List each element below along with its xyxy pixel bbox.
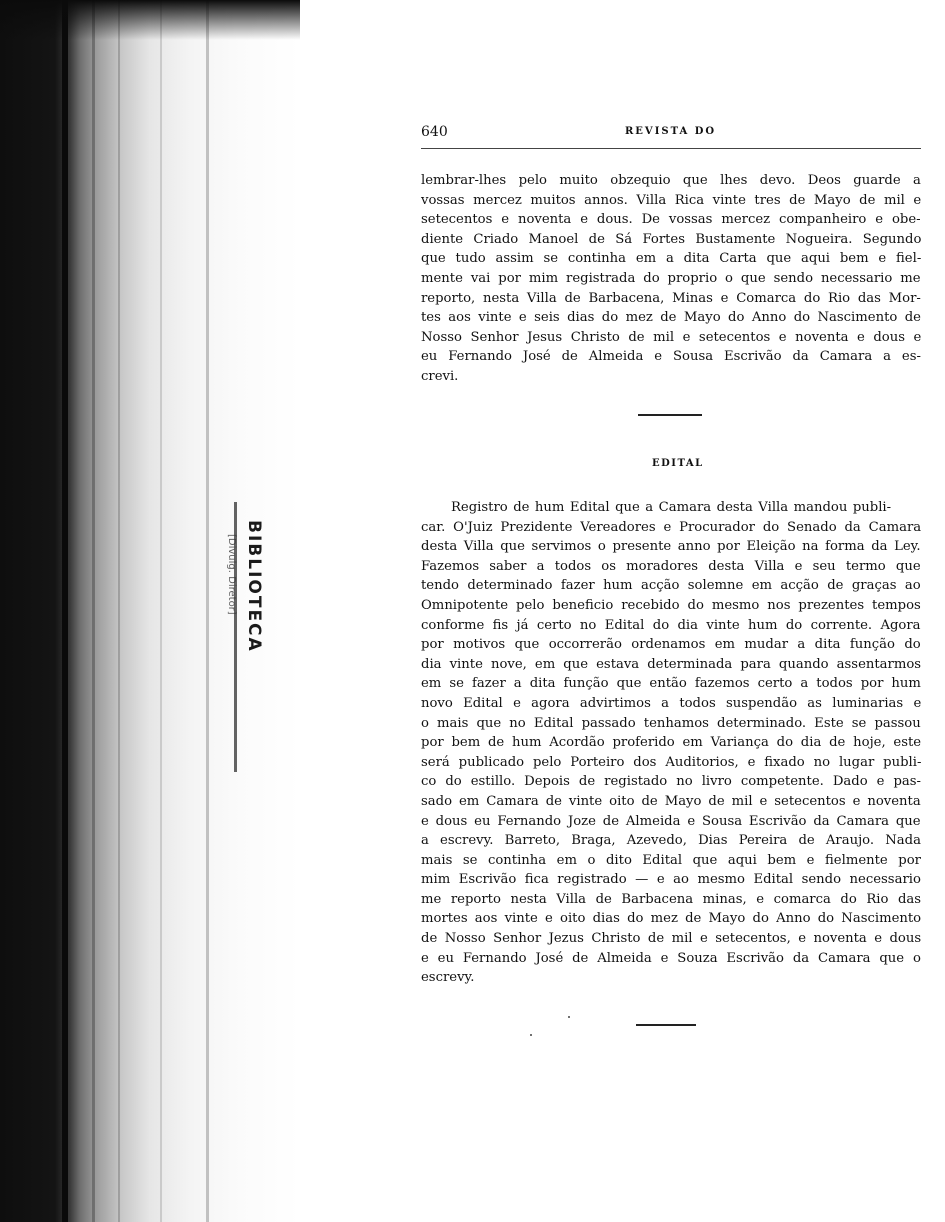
text-line: a escrevy. Barreto, Braga, Azevedo, Dias Pereira de Araujo. Nada [421, 833, 921, 849]
binding-shadow-stripe [118, 0, 120, 1222]
text-line: por motivos que occorrerão ordenamos em mudar a dita função do [421, 637, 921, 653]
text-line: vossas mercez muitos annos. Villa Rica vinte tres de Mayo de mil e [421, 192, 922, 208]
text-line: crevi. [421, 368, 459, 384]
text-line: Nosso Senhor Jesus Christo de mil e setecentos e noventa e dous e [421, 329, 922, 345]
text-line: escrevy. [421, 970, 475, 986]
text-line: o mais que no Edital passado tenhamos determinado. Este se passou [421, 715, 921, 731]
stamp-main-text: BIBLIOTECA [244, 520, 264, 653]
text-line: tendo determinado fazer hum acção solemne em acção de graças ao [421, 578, 921, 594]
text-line: conforme fis já certo no Edital do dia vinte hum do corrente. Agora [421, 617, 921, 633]
text-line: setecentos e noventa e dous. De vossas mercez companheiro e obe- [421, 212, 921, 228]
text-line: me reporto nesta Villa de Barbacena minas, e comarca do Rio das [421, 891, 922, 907]
text-line: mortes aos vinte e oito dias do mez de Mayo do Anno do Nascimento [421, 911, 922, 927]
text-line: car. O'Juiz Prezidente Vereadores e Procurador do Senado da Camara [421, 519, 922, 535]
running-title: REVISTA DO [625, 126, 717, 137]
stamp-sub-text: [Divulg. Diretor] [226, 534, 237, 615]
text-line: dia vinte nove, em que estava determinada para quando assentarmos [421, 656, 922, 672]
ink-speck [568, 1016, 570, 1018]
binding-shadow-stripe [206, 0, 209, 1222]
text-line: será publicado pelo Porteiro dos Auditorios, e fixado no lugar publi- [421, 754, 922, 770]
letter-paragraph [421, 171, 921, 387]
text-line: co do estillo. Depois de registado no livro competente. Dado e pas- [421, 774, 921, 790]
edital-paragraph [421, 498, 921, 988]
text-line: Fazemos saber a todos os moradores desta Villa e seu termo que [421, 558, 921, 574]
binding-shadow-stripe [160, 0, 162, 1222]
binding-shadow-stripe [92, 0, 95, 1222]
text-line: por bem de hum Acordão proferido em Variança do dia de hoje, este [421, 735, 922, 751]
text-line: eu Fernando José de Almeida e Sousa Escrivão da Camara a es- [421, 349, 921, 365]
text-line: mais se continha em o dito Edital que aqui bem e fielmente por [421, 852, 921, 868]
section-title-edital: EDITAL [652, 458, 704, 469]
ink-speck [530, 1034, 532, 1036]
text-line: e eu Fernando José de Almeida e Souza Escrivão da Camara que o [421, 950, 921, 966]
text-line: desta Villa que servimos o presente anno por Eleição na forma da Ley. [421, 539, 921, 555]
text-line: diente Criado Manoel de Sá Fortes Bustamente Nogueira. Segundo [421, 231, 922, 247]
section-separator [638, 414, 702, 416]
text-line: reporto, nesta Villa de Barbacena, Minas e Comarca do Rio das Mor- [421, 290, 921, 306]
text-line: e dous eu Fernando Joze de Almeida e Sousa Escrivão da Camara que [421, 813, 921, 829]
binding-gutter [0, 0, 300, 1222]
text-line: de Nosso Senhor Jezus Christo de mil e setecentos, e noventa e dous [421, 931, 922, 947]
text-line: sado em Camara de vinte oito de Mayo de mil e setecentos e noventa [421, 793, 921, 809]
text-line: Registro de hum Edital que a Camara desta Villa mandou publi- [451, 500, 892, 515]
text-line: mente vai por mim registrada do proprio o que sendo necessario me [421, 270, 921, 286]
text-line: Omnipotente pelo beneficio recebido do mesmo nos prezentes tempos [421, 597, 921, 613]
library-stamp [226, 520, 272, 760]
header-rule [421, 148, 921, 149]
text-line: em se fazer a dita função que então fazemos certo a todos por hum [421, 676, 921, 692]
page-number: 640 [421, 124, 448, 140]
text-line: lembrar-lhes pelo muito obzequio que lhes devo. Deos guarde a [421, 173, 921, 188]
text-line: que tudo assim se continha em a dita Carta que aqui bem e fiel- [421, 251, 922, 267]
section-separator [636, 1024, 696, 1026]
text-line: tes aos vinte e seis dias do mez de Mayo do Anno do Nascimento de [421, 310, 921, 326]
text-line: mim Escrivão fica registrado — e ao mesmo Edital sendo necessario [421, 872, 921, 888]
binding-shadow-stripe [62, 0, 68, 1222]
running-header [421, 122, 921, 144]
top-shadow [0, 0, 300, 40]
text-line: novo Edital e agora advirtimos a todos suspendão as luminarias e [421, 695, 922, 711]
